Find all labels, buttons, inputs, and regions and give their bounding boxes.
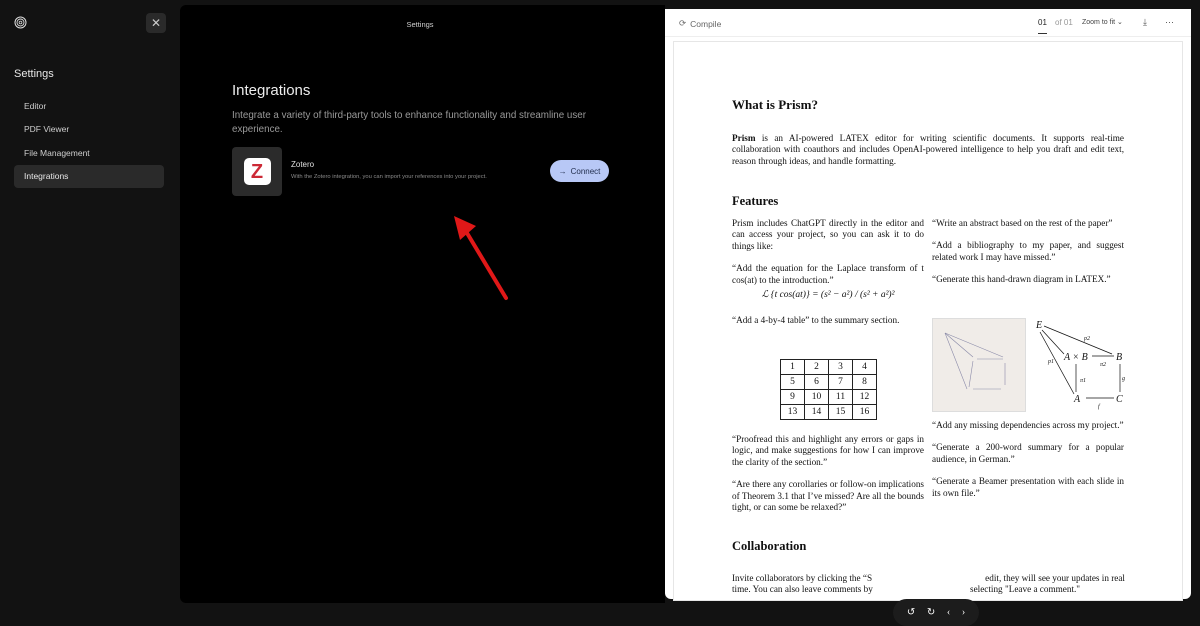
zoom-select[interactable]: Zoom to fit ⌄ (1082, 19, 1123, 26)
svg-text:E: E (1036, 320, 1043, 331)
features-left-column-bottom: “Proofread this and highlight any errors or gaps in logic, and make suggestions for how I can improve the clarity of the section.” “Are there any corollaries or follow-on implications of Theorem 3.1 that I’ve missed? Are all the bounds tight, or can some be relaxed?” (732, 434, 924, 513)
commutative-diagram (1034, 318, 1134, 412)
svg-text:p2: p2 (1084, 336, 1090, 342)
arrow-right-icon: → (558, 166, 567, 176)
sidebar-item-integrations[interactable]: Integrations (14, 165, 164, 189)
page-count: of 01 (1055, 18, 1073, 27)
pdf-title: What is Prism? (732, 97, 818, 112)
number-table (780, 359, 877, 420)
sidebar-item-file-management[interactable]: File Management (24, 147, 90, 158)
zotero-logo-tile (232, 147, 282, 196)
settings-content (180, 5, 665, 603)
features-right-column: “Write an abstract based on the rest of the paper” “Add a bibliography to my paper, and suggest related work I may have missed.” “Generate this hand-drawn diagram in LATEX.” (932, 218, 1124, 285)
page-number-input[interactable]: 01 (1038, 18, 1047, 34)
chevron-down-icon: ⌄ (1117, 19, 1123, 26)
features-left-column: Prism includes ChatGPT directly in the editor and can access your project, so you can ask it to do things like: “Add the equation for the Laplace transform of t cos(at) to the introduction.” ℒ {t cos(at)} = (s² − a²) / (s² + a²)² “Add a 4-by-4 table” to the summary section. (732, 218, 924, 326)
features-heading: Features (732, 194, 779, 208)
table-cell: 8 (853, 375, 877, 390)
svg-text:f: f (1098, 404, 1100, 410)
table-cell: 4 (853, 360, 877, 375)
settings-header: Settings (406, 20, 434, 29)
pdf-page (673, 41, 1183, 618)
table-cell: 11 (829, 390, 853, 405)
table-cell: 1 (781, 360, 805, 375)
settings-nav (14, 94, 164, 188)
settings-sidebar (0, 0, 180, 608)
table-row (781, 360, 877, 375)
collaboration-text-right: edit, they will see your updates in real selecting "Leave a comment." (970, 573, 1125, 595)
sidebar-title: Settings (14, 68, 54, 80)
table-cell: 12 (853, 390, 877, 405)
svg-text:B: B (1116, 352, 1123, 363)
page-description: Integrate a variety of third-party tools to enhance functionality and streamline user experience. (232, 110, 586, 135)
pdf-floating-controls (893, 599, 979, 626)
features-right-column-bottom: “Add any missing dependencies across my project.” “Generate a 200-word summary for a popular audience, in German.” “Generate a Beamer presentation with each slide in its own file.” (932, 420, 1124, 498)
collaboration-text-left: Invite collaborators by clicking the “S time. You can also leave comments by (732, 573, 873, 595)
collaboration-heading: Collaboration (732, 539, 807, 553)
table-cell: 13 (781, 405, 805, 420)
table-cell: 5 (781, 375, 805, 390)
integration-description: With the Zotero integration, you can import your references into your project. (291, 174, 487, 180)
more-icon[interactable]: ⋯ (1165, 17, 1174, 27)
hand-drawn-diagram-image (932, 318, 1026, 412)
svg-text:π1: π1 (1080, 378, 1087, 384)
table-cell: 14 (805, 405, 829, 420)
chevron-right-icon[interactable]: › (961, 607, 966, 618)
svg-text:g: g (1122, 376, 1125, 382)
table-cell: 7 (829, 375, 853, 390)
table-cell: 10 (805, 390, 829, 405)
svg-text:p1: p1 (1048, 359, 1054, 365)
svg-text:A: A (1074, 394, 1081, 405)
sidebar-item-editor[interactable]: Editor (24, 100, 47, 111)
close-settings-button[interactable] (146, 13, 166, 33)
close-icon: ✕ (150, 16, 162, 30)
integration-name: Zotero (291, 160, 315, 169)
table-row (781, 375, 877, 390)
chevron-left-icon[interactable]: ‹ (946, 607, 951, 618)
svg-text:π2: π2 (1100, 362, 1107, 368)
pdf-intro: Prism is an AI-powered LATEX editor for writing scientific documents. It supports real-time collaboration with coauthors and includes OpenAI-powered intelligence to help you draft and edit text, reason through ideas, and handle formatting. (732, 133, 1124, 166)
table-row (781, 405, 877, 420)
annotation-arrow-icon (450, 210, 530, 310)
page-title: Integrations (232, 82, 311, 99)
svg-text:C: C (1116, 394, 1123, 405)
pdf-preview-panel (665, 9, 1191, 618)
table-cell: 15 (829, 405, 853, 420)
table-cell: 3 (829, 360, 853, 375)
sidebar-item-pdf-viewer[interactable]: PDF Viewer (24, 124, 70, 135)
connect-button[interactable]: → Connect (550, 160, 609, 182)
laplace-formula: ℒ {t cos(at)} = (s² − a²) / (s² + a²)² (761, 290, 895, 301)
download-icon[interactable]: ⤓ (1143, 17, 1147, 27)
pdf-toolbar (665, 9, 1191, 37)
table-row (781, 390, 877, 405)
table-cell: 16 (853, 405, 877, 420)
app-logo-icon[interactable] (14, 16, 27, 29)
table-cell: 6 (805, 375, 829, 390)
svg-text:A × B: A × B (1064, 352, 1088, 363)
compile-button[interactable]: ⟳ Compile (679, 18, 722, 29)
table-cell: 9 (781, 390, 805, 405)
undo-icon[interactable]: ↺ (906, 607, 916, 618)
zotero-logo-icon: Z (244, 158, 271, 185)
redo-icon[interactable]: ↻ (926, 607, 936, 618)
refresh-icon: ⟳ (679, 18, 687, 28)
table-cell: 2 (805, 360, 829, 375)
